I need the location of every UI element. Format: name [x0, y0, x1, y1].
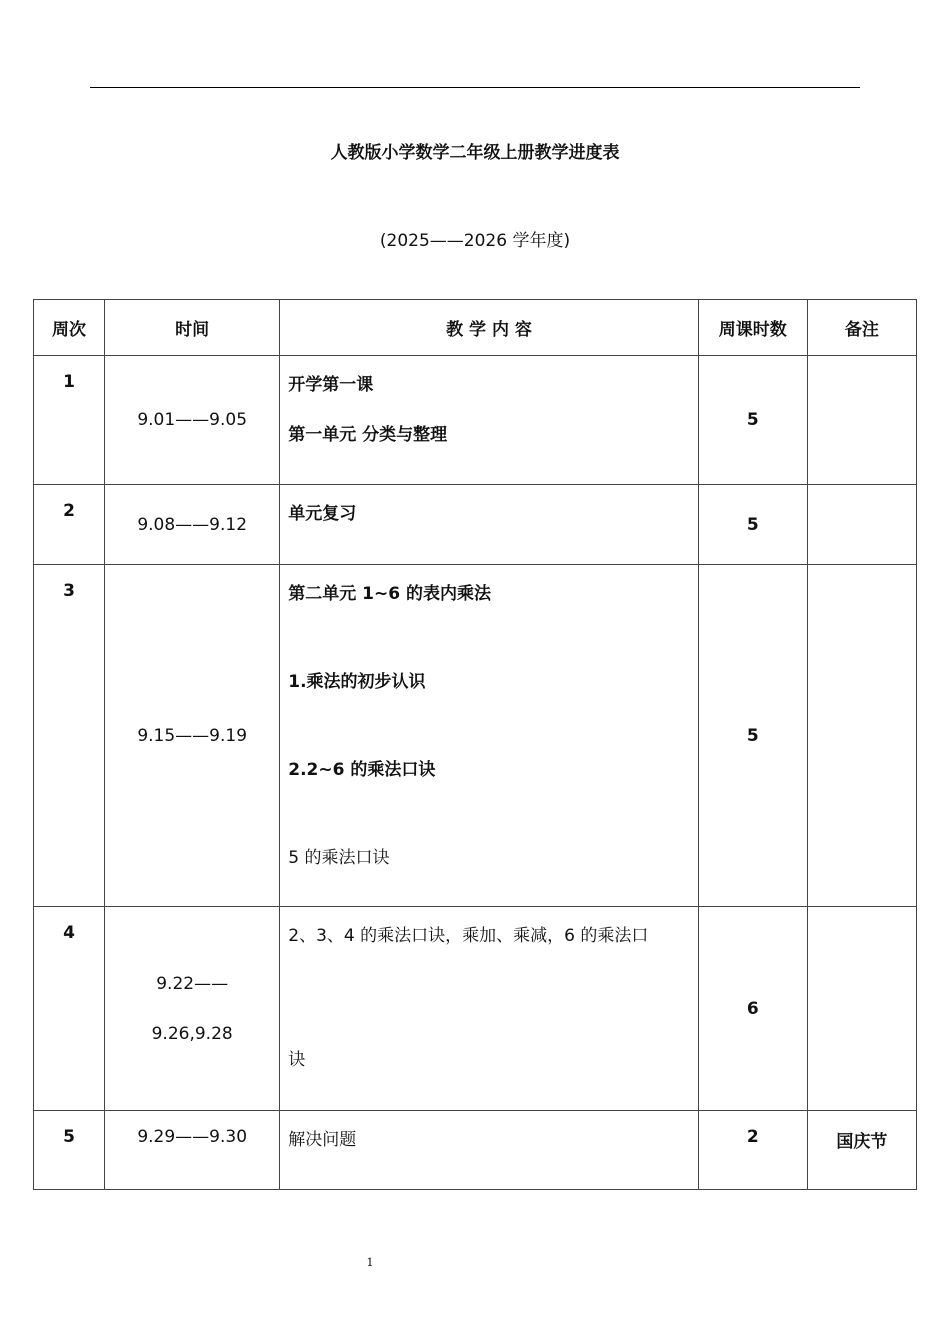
academic-year: (2025——2026 学年度) — [379, 231, 571, 251]
table-row — [34, 485, 917, 565]
time-cell: 9.01——9.05 — [105, 356, 280, 485]
table-row — [34, 356, 917, 485]
table-row — [34, 907, 917, 1111]
hours-cell: 5 — [698, 356, 807, 485]
content-line: 解决问题 — [288, 1130, 357, 1150]
content-line: 2、3、4 的乘法口诀，乘加、乘减，6 的乘法口 — [288, 926, 649, 946]
content-cell — [280, 1111, 698, 1190]
time-cell: 9.08——9.12 — [105, 485, 280, 565]
header-note: 备注 — [807, 300, 916, 356]
header-rule — [90, 87, 860, 88]
table-row — [34, 565, 917, 907]
page-title: 人教版小学数学二年级上册教学进度表 — [330, 143, 620, 163]
content-line: 5 的乘法口诀 — [288, 848, 390, 868]
time-cell: 9.15——9.19 — [105, 565, 280, 907]
content-line: 单元复习 — [288, 504, 357, 524]
note-cell — [807, 485, 916, 565]
hours-cell: 6 — [698, 907, 807, 1111]
content-cell — [280, 356, 698, 485]
week-cell: 2 — [34, 485, 105, 565]
hours-cell: 5 — [698, 565, 807, 907]
time-cell: 9.29——9.30 — [105, 1111, 280, 1190]
week-cell: 3 — [34, 565, 105, 907]
time-line: 9.22—— — [156, 973, 229, 994]
page-number: 1 — [366, 1256, 374, 1269]
header-hours: 周课时数 — [698, 300, 807, 356]
content-line: 2.2~6 的乘法口诀 — [288, 760, 436, 780]
table-header-row — [34, 300, 917, 356]
hours-cell: 2 — [698, 1111, 807, 1190]
week-cell: 1 — [34, 356, 105, 485]
content-line: 开学第一课 — [288, 375, 374, 395]
content-cell — [280, 907, 698, 1111]
note-cell — [807, 356, 916, 485]
hours-cell: 5 — [698, 485, 807, 565]
header-week: 周次 — [34, 300, 105, 356]
week-cell: 5 — [34, 1111, 105, 1190]
note-cell — [807, 907, 916, 1111]
content-cell — [280, 565, 698, 907]
time-cell — [105, 907, 280, 1111]
content-line: 诀 — [288, 1050, 306, 1070]
header-time: 时间 — [105, 300, 280, 356]
content-line: 1.乘法的初步认识 — [288, 672, 426, 692]
note-cell — [807, 565, 916, 907]
note-cell: 国庆节 — [807, 1111, 916, 1190]
content-cell — [280, 485, 698, 565]
time-line: 9.26,9.28 — [151, 1023, 233, 1044]
header-content: 教 学 内 容 — [280, 300, 698, 356]
week-cell: 4 — [34, 907, 105, 1111]
content-line: 第一单元 分类与整理 — [288, 425, 448, 445]
schedule-table — [33, 299, 917, 1190]
content-line: 第二单元 1~6 的表内乘法 — [288, 584, 492, 604]
table-row — [34, 1111, 917, 1190]
